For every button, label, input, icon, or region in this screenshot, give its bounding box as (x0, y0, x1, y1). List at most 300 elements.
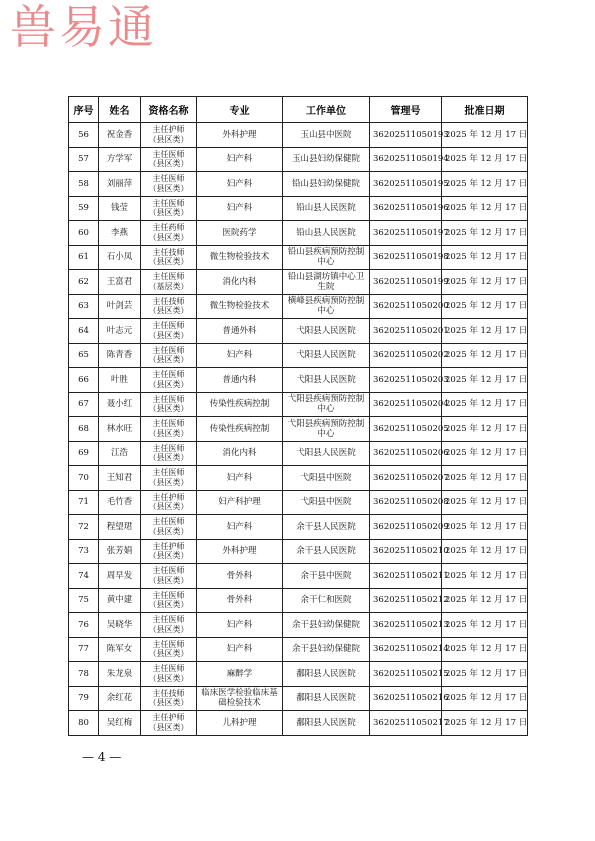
cell-no-text: 66 (78, 374, 89, 385)
cell-no-text: 58 (78, 178, 89, 189)
cell-approval-date-text: 2025 年 12 月 17 日 (445, 203, 528, 214)
cell-management-no-text: 36202511050201 (373, 325, 449, 336)
cell-approval-date (442, 270, 528, 295)
cell-major-text: 妇产科 (226, 350, 253, 361)
cell-management-no (370, 196, 449, 221)
cell-approval-date (442, 637, 528, 662)
table-row (69, 686, 528, 711)
cell-no-text: 63 (78, 301, 89, 312)
cell-name (99, 417, 141, 442)
cell-approval-date (442, 686, 528, 711)
cell-qualification (141, 441, 197, 466)
cell-name (99, 245, 141, 270)
cell-no-text: 67 (78, 399, 89, 410)
column-header-no: 序号 (69, 97, 99, 123)
cell-management-no (370, 490, 449, 515)
cell-approval-date (442, 172, 528, 197)
cell-approval-date-text: 2025 年 12 月 17 日 (445, 448, 528, 459)
cell-work-unit (283, 368, 370, 393)
cell-name-text: 吴红梅 (106, 717, 133, 728)
cell-approval-date (442, 711, 528, 736)
cell-no (69, 245, 99, 270)
cell-work-unit (283, 613, 370, 638)
cell-no-text: 79 (78, 693, 89, 704)
cell-work-unit-text: 铅山县妇幼保健院 (291, 178, 360, 189)
table-row (69, 245, 528, 270)
cell-no-text: 73 (78, 546, 89, 557)
cell-no (69, 294, 99, 319)
cell-management-no-text: 36202511050213 (373, 619, 449, 630)
qualification-title: 主任医师 (152, 517, 185, 527)
column-header-major: 专业 (197, 97, 283, 123)
cell-no-text: 60 (78, 227, 89, 238)
cell-management-no (370, 441, 449, 466)
cell-no (69, 490, 99, 515)
cell-management-no-text: 36202511050199 (373, 276, 449, 287)
cell-major (197, 147, 283, 172)
cell-no (69, 662, 99, 687)
cell-major (197, 270, 283, 295)
cell-work-unit-text: 余干县妇幼保健院 (291, 644, 360, 655)
qualification-category: （县区类） (148, 134, 189, 144)
cell-approval-date (442, 613, 528, 638)
cell-name (99, 539, 141, 564)
qualification-title: 主任医师 (152, 419, 185, 429)
cell-qualification (141, 147, 197, 172)
qualification-title: 主任医师 (152, 443, 185, 453)
cell-management-no-text: 36202511050217 (373, 717, 449, 728)
cell-management-no-text: 36202511050216 (373, 693, 449, 704)
cell-management-no (370, 466, 449, 491)
cell-major-text: 普通外科 (222, 325, 257, 336)
qualification-category: （县区类） (148, 232, 189, 242)
cell-approval-date (442, 123, 528, 148)
cell-work-unit-text: 余干县人民医院 (296, 521, 356, 532)
table-header-row (69, 97, 528, 123)
cell-qualification (141, 490, 197, 515)
cell-qualification (141, 515, 197, 540)
cell-work-unit (283, 711, 370, 736)
qualification-category: （基层类） (148, 281, 189, 291)
cell-approval-date-text: 2025 年 12 月 17 日 (445, 350, 528, 361)
cell-approval-date (442, 368, 528, 393)
qualification-title: 主任医师 (152, 149, 185, 159)
cell-major (197, 539, 283, 564)
cell-no (69, 221, 99, 246)
cell-approval-date-text: 2025 年 12 月 17 日 (445, 497, 528, 508)
cell-management-no (370, 123, 449, 148)
cell-no (69, 466, 99, 491)
table-row (69, 343, 528, 368)
qualification-title: 主任医师 (152, 664, 185, 674)
cell-management-no-text: 36202511050212 (373, 595, 449, 606)
cell-approval-date-text: 2025 年 12 月 17 日 (445, 644, 528, 655)
cell-name (99, 711, 141, 736)
cell-work-unit (283, 270, 370, 295)
table-row (69, 564, 528, 589)
cell-work-unit (283, 294, 370, 319)
cell-major-text: 骨外科 (226, 570, 253, 581)
qualification-category: （县区类） (148, 428, 189, 438)
cell-management-no-text: 36202511050198 (373, 252, 449, 263)
qualification-title: 主任医师 (152, 345, 185, 355)
cell-major-text: 外科护理 (222, 546, 257, 557)
cell-work-unit-text: 玉山县妇幼保健院 (291, 154, 360, 165)
qualification-category: （县区类） (148, 551, 189, 561)
qualification-category: （县区类） (148, 306, 189, 316)
cell-qualification (141, 123, 197, 148)
cell-management-no (370, 662, 449, 687)
cell-major (197, 392, 283, 417)
cell-approval-date-text: 2025 年 12 月 17 日 (445, 178, 528, 189)
cell-qualification (141, 417, 197, 442)
cell-work-unit (283, 539, 370, 564)
qualification-title: 主任医师 (152, 639, 185, 649)
cell-name (99, 686, 141, 711)
cell-approval-date (442, 343, 528, 368)
cell-management-no-text: 36202511050195 (373, 178, 449, 189)
table-row (69, 441, 528, 466)
cell-major (197, 123, 283, 148)
qualification-title: 主任护师 (152, 492, 185, 502)
table-row (69, 294, 528, 319)
qualification-title: 主任医师 (152, 370, 185, 380)
cell-approval-date (442, 245, 528, 270)
cell-approval-date (442, 441, 528, 466)
cell-work-unit (283, 245, 370, 270)
cell-major-text: 骨外科 (226, 595, 253, 606)
cell-major (197, 711, 283, 736)
cell-no-text: 71 (78, 497, 89, 508)
cell-qualification (141, 196, 197, 221)
cell-work-unit (283, 417, 370, 442)
cell-work-unit (283, 466, 370, 491)
qualification-category: （县区类） (148, 257, 189, 267)
cell-work-unit-text: 余干仁和医院 (300, 595, 352, 606)
cell-management-no-text: 36202511050200 (373, 301, 449, 312)
qualification-category: （县区类） (148, 330, 189, 340)
cell-major-text: 妇产科 (226, 203, 253, 214)
cell-name (99, 588, 141, 613)
cell-management-no (370, 294, 449, 319)
cell-approval-date (442, 417, 528, 442)
cell-approval-date (442, 147, 528, 172)
cell-qualification (141, 270, 197, 295)
cell-name-text: 叶胜 (110, 374, 128, 385)
cell-management-no (370, 588, 449, 613)
cell-management-no (370, 245, 449, 270)
cell-approval-date-text: 2025 年 12 月 17 日 (445, 252, 528, 263)
cell-approval-date (442, 319, 528, 344)
cell-approval-date-text: 2025 年 12 月 17 日 (445, 399, 528, 410)
cell-name-text: 王知君 (106, 472, 133, 483)
cell-work-unit-text: 弋阳县中医院 (300, 497, 352, 508)
cell-major (197, 245, 283, 270)
cell-approval-date (442, 196, 528, 221)
cell-name (99, 515, 141, 540)
cell-major (197, 319, 283, 344)
cell-management-no (370, 539, 449, 564)
page-number: — 4 — (82, 750, 122, 764)
cell-no-text: 75 (78, 595, 89, 606)
qualification-category: （县区类） (148, 404, 189, 414)
cell-management-no (370, 564, 449, 589)
table-row (69, 196, 528, 221)
cell-management-no (370, 172, 449, 197)
cell-approval-date-text: 2025 年 12 月 17 日 (445, 423, 528, 434)
cell-major-text: 消化内科 (222, 448, 257, 459)
cell-work-unit-text: 弋阳县人民医院 (296, 448, 356, 459)
cell-major-text: 妇产科 (226, 154, 253, 165)
cell-major-text: 普通内科 (222, 374, 257, 385)
cell-work-unit-text: 弋阳县疾病预防控制中心 (287, 394, 365, 415)
cell-name-text: 陈军女 (106, 644, 133, 655)
cell-work-unit-text: 弋阳县人民医院 (296, 350, 356, 361)
table-row (69, 417, 528, 442)
table-row (69, 147, 528, 172)
cell-work-unit (283, 588, 370, 613)
cell-approval-date (442, 294, 528, 319)
cell-name-text: 叶志元 (106, 325, 133, 336)
cell-work-unit-text: 鄱阳县人民医院 (296, 717, 356, 728)
table-row (69, 221, 528, 246)
cell-no-text: 69 (78, 448, 89, 459)
cell-management-no (370, 686, 449, 711)
cell-major-text: 妇产科 (226, 521, 253, 532)
cell-management-no (370, 221, 449, 246)
cell-no (69, 270, 99, 295)
cell-management-no-text: 36202511050211 (373, 570, 449, 581)
cell-management-no (370, 637, 449, 662)
cell-name (99, 490, 141, 515)
cell-work-unit (283, 196, 370, 221)
cell-major-text: 医院药学 (222, 227, 257, 238)
qualification-title: 主任护师 (152, 125, 185, 135)
qualification-title: 主任医师 (152, 468, 185, 478)
cell-approval-date-text: 2025 年 12 月 17 日 (445, 668, 528, 679)
cell-no (69, 123, 99, 148)
cell-work-unit-text: 余干县人民医院 (296, 546, 356, 557)
qualification-title: 主任医师 (152, 321, 185, 331)
table-row (69, 637, 528, 662)
cell-qualification (141, 564, 197, 589)
cell-management-no-text: 36202511050214 (373, 644, 449, 655)
qualification-title: 主任医师 (152, 615, 185, 625)
cell-qualification (141, 588, 197, 613)
cell-approval-date (442, 588, 528, 613)
qualification-category: （县区类） (148, 453, 189, 463)
cell-major-text: 麻醉学 (226, 668, 253, 679)
cell-no (69, 147, 99, 172)
cell-no (69, 564, 99, 589)
cell-approval-date (442, 539, 528, 564)
cell-approval-date (442, 221, 528, 246)
cell-qualification (141, 662, 197, 687)
table-row (69, 613, 528, 638)
cell-no-text: 56 (78, 129, 89, 140)
cell-no-text: 76 (78, 619, 89, 630)
cell-major (197, 637, 283, 662)
cell-major (197, 613, 283, 638)
cell-name-text: 聂小红 (106, 399, 133, 410)
cell-major (197, 490, 283, 515)
cell-name (99, 662, 141, 687)
qualification-title: 主任护师 (152, 541, 185, 551)
cell-work-unit-text: 玉山县中医院 (300, 129, 352, 140)
cell-name (99, 147, 141, 172)
qualification-category: （县区类） (148, 355, 189, 365)
table-row (69, 172, 528, 197)
qualification-category: （县区类） (148, 722, 189, 732)
cell-name (99, 196, 141, 221)
cell-no-text: 70 (78, 472, 89, 483)
cell-major (197, 686, 283, 711)
cell-qualification (141, 319, 197, 344)
qualification-title: 主任技师 (152, 296, 185, 306)
table-row (69, 711, 528, 736)
cell-management-no-text: 36202511050207 (373, 472, 449, 483)
column-header-work-unit: 工作单位 (283, 97, 370, 123)
cell-management-no (370, 343, 449, 368)
table-row (69, 662, 528, 687)
cell-work-unit (283, 123, 370, 148)
cell-name-text: 余红花 (106, 693, 133, 704)
cell-name-text: 江浩 (110, 448, 128, 459)
qualification-title: 主任医师 (152, 590, 185, 600)
qualification-category: （县区类） (148, 600, 189, 610)
cell-no-text: 78 (78, 668, 89, 679)
cell-no (69, 711, 99, 736)
cell-major-text: 微生物检验技术 (209, 252, 270, 263)
qualification-category: （县区类） (148, 477, 189, 487)
cell-management-no (370, 392, 449, 417)
table-row (69, 490, 528, 515)
cell-qualification (141, 245, 197, 270)
qualification-category: （县区类） (148, 624, 189, 634)
cell-major-text: 微生物检验技术 (209, 301, 270, 312)
qualification-roster-table (68, 96, 528, 736)
cell-work-unit (283, 392, 370, 417)
cell-name-text: 张芳娟 (106, 546, 133, 557)
cell-work-unit (283, 490, 370, 515)
cell-management-no-text: 36202511050202 (373, 350, 449, 361)
qualification-title: 主任护师 (152, 713, 185, 723)
cell-work-unit (283, 686, 370, 711)
qualification-title: 主任医师 (152, 272, 185, 282)
cell-major (197, 172, 283, 197)
cell-name (99, 172, 141, 197)
cell-major-text: 妇产科 (226, 472, 253, 483)
cell-no-text: 74 (78, 570, 89, 581)
cell-no-text: 68 (78, 423, 89, 434)
cell-approval-date (442, 490, 528, 515)
cell-major (197, 564, 283, 589)
cell-no (69, 343, 99, 368)
cell-management-no-text: 36202511050197 (373, 227, 449, 238)
column-header-name: 姓名 (99, 97, 141, 123)
cell-name (99, 564, 141, 589)
cell-management-no (370, 147, 449, 172)
cell-qualification (141, 343, 197, 368)
cell-no-text: 64 (78, 325, 89, 336)
cell-approval-date (442, 392, 528, 417)
cell-name (99, 221, 141, 246)
cell-no (69, 368, 99, 393)
cell-name-text: 吴晓华 (106, 619, 133, 630)
cell-management-no-text: 36202511050209 (373, 521, 449, 532)
cell-approval-date (442, 662, 528, 687)
table-row (69, 123, 528, 148)
cell-name-text: 周早发 (106, 570, 133, 581)
cell-no-text: 59 (78, 203, 89, 214)
cell-approval-date (442, 466, 528, 491)
table-row (69, 539, 528, 564)
cell-name (99, 319, 141, 344)
cell-work-unit-text: 余干县妇幼保健院 (291, 619, 360, 630)
watermark: 兽易通 (10, 0, 157, 54)
cell-name-text: 方学军 (106, 154, 133, 165)
cell-name (99, 613, 141, 638)
cell-approval-date-text: 2025 年 12 月 17 日 (445, 374, 528, 385)
cell-major (197, 368, 283, 393)
cell-name (99, 294, 141, 319)
cell-approval-date-text: 2025 年 12 月 17 日 (445, 717, 528, 728)
cell-management-no-text: 36202511050208 (373, 497, 449, 508)
cell-work-unit-text: 弋阳县中医院 (300, 472, 352, 483)
table-row (69, 515, 528, 540)
cell-management-no-text: 36202511050203 (373, 374, 449, 385)
qualification-title: 主任医师 (152, 394, 185, 404)
cell-no (69, 319, 99, 344)
cell-management-no (370, 613, 449, 638)
cell-name-text: 石小凤 (106, 252, 133, 263)
cell-name (99, 123, 141, 148)
cell-approval-date-text: 2025 年 12 月 17 日 (445, 129, 528, 140)
cell-no-text: 80 (78, 717, 89, 728)
cell-major (197, 221, 283, 246)
cell-name-text: 林水旺 (106, 423, 133, 434)
column-header-qualification: 资格名称 (141, 97, 197, 123)
cell-qualification (141, 711, 197, 736)
cell-qualification (141, 221, 197, 246)
cell-approval-date-text: 2025 年 12 月 17 日 (445, 301, 528, 312)
cell-major (197, 196, 283, 221)
cell-approval-date-text: 2025 年 12 月 17 日 (445, 227, 528, 238)
cell-approval-date-text: 2025 年 12 月 17 日 (445, 619, 528, 630)
qualification-category: （县区类） (148, 698, 189, 708)
cell-major-text: 传染性疾病控制 (209, 399, 270, 410)
cell-no-text: 61 (78, 252, 89, 263)
qualification-title: 主任技师 (152, 688, 185, 698)
cell-no-text: 77 (78, 644, 89, 655)
cell-work-unit (283, 172, 370, 197)
cell-work-unit (283, 319, 370, 344)
cell-qualification (141, 392, 197, 417)
cell-name (99, 466, 141, 491)
qualification-category: （县区类） (148, 649, 189, 659)
cell-qualification (141, 294, 197, 319)
column-header-approval-date: 批准日期 (442, 97, 528, 123)
qualification-category: （县区类） (148, 502, 189, 512)
cell-name-text: 祝金香 (106, 129, 133, 140)
cell-work-unit (283, 564, 370, 589)
cell-management-no-text: 36202511050210 (373, 546, 449, 557)
table-row (69, 392, 528, 417)
cell-no-text: 62 (78, 276, 89, 287)
cell-management-no-text: 36202511050204 (373, 399, 449, 410)
cell-management-no (370, 270, 449, 295)
cell-name-text: 钱莹 (110, 203, 128, 214)
